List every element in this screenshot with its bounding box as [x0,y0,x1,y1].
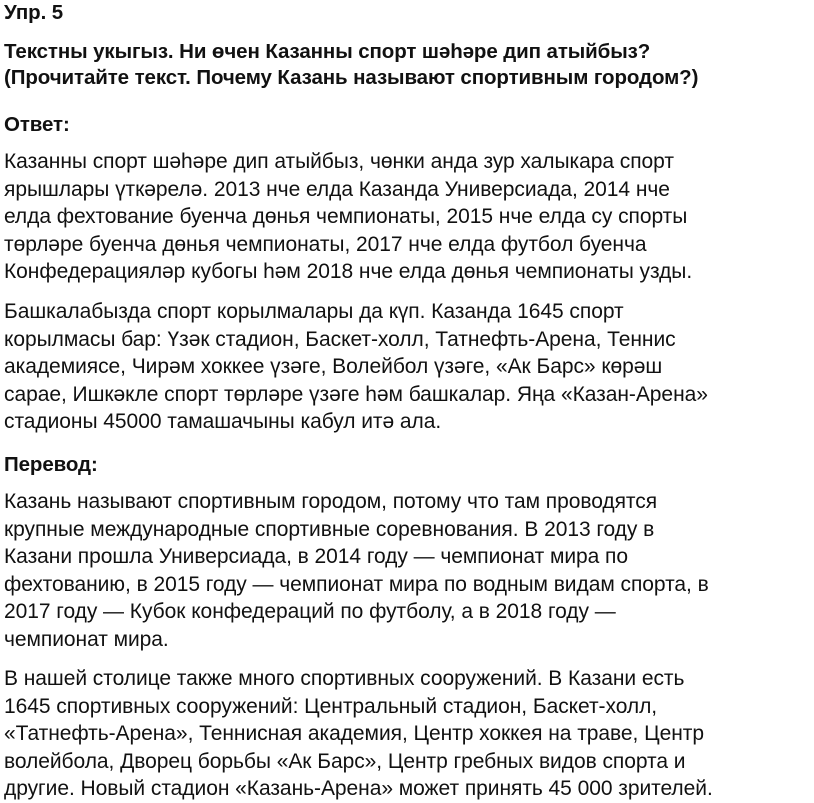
answer-paragraph-1 [4,148,814,286]
text-line: 1645 спортивных сооружений: Центральный стадион, Баскет-холл, [4,694,658,718]
translation-paragraph-1 [4,488,814,654]
text-line: Казанны спорт шәһәре дип атыйбыз, чөнки анда зур халыкара спорт [4,150,674,173]
text-line: стадионы 45000 тамашачыны кабул итә ала. [4,410,442,434]
translation-label: Перевод: [4,453,98,476]
text-line: елда фехтование буенча дөнья чемпионаты, 2015 нче елда су спорты [4,205,688,229]
text-line: академиясе, Чирәм хоккее үзәге, Волейбол үзәге, «Ак Барс» көрәш [4,355,663,379]
task-heading [4,39,814,91]
text-line: волейбола, Дворец борьбы «Ак Барс», Центр гребных видов спорта и [4,749,686,773]
text-line: Башкалабызда спорт корылмалары да күп. Казанда 1645 спорт [4,300,624,323]
text-line: фехтованию, в 2015 году — чемпионат мира по водным видам спорта, в [4,572,709,596]
answer-paragraph-2 [4,298,814,436]
text-line: «Татнефть-Арена», Теннисная академия, Центр хоккея на траве, Центр [4,722,704,746]
text-line: корылмасы бар: Үзәк стадион, Баскет-холл, Татнефть-Арена, Теннис [4,327,676,351]
text-line: В нашей столице также много спортивных сооружений. В Казани есть [4,667,685,690]
text-line: төрләре буенча дөнья чемпионаты, 2017 нче елда футбол буенча [4,232,647,256]
text-line: Казань называют спортивным городом, потому что там проводятся [4,490,658,513]
exercise-title: Упр. 5 [4,1,64,24]
text-line: 2017 году — Кубок конфедераций по футболу, а в 2018 году — [4,600,616,624]
text-line: крупные международные спортивные соревнования. В 2013 году в [4,517,655,541]
text-line: другие. Новый стадион «Казань-Арена» может принять 45 000 зрителей. [4,777,713,801]
text-line: ярышлары үткәрелә. 2013 нче елда Казанда Универсиада, 2014 нче [4,177,670,201]
text-line: сарае, Ишкәкле спорт төрләре үзәге һәм башкалар. Яңа «Казан-Арена» [4,382,708,406]
text-line: Конфедерацияләр кубогы һәм 2018 нче елда дөнья чемпионаты узды. [4,260,693,284]
task-line-russian: (Прочитайте текст. Почему Казань называют спортивным городом?) [4,66,699,89]
answer-label: Ответ: [4,113,70,136]
text-line: чемпионат мира. [4,627,169,651]
translation-paragraph-2 [4,665,814,803]
text-line: Казани прошла Универсиада, в 2014 году — чемпионат мира по [4,545,629,569]
task-line-tatar: Текстны укыгыз. Ни өчен Казанны спорт шәһәре дип атыйбыз? [4,40,651,63]
